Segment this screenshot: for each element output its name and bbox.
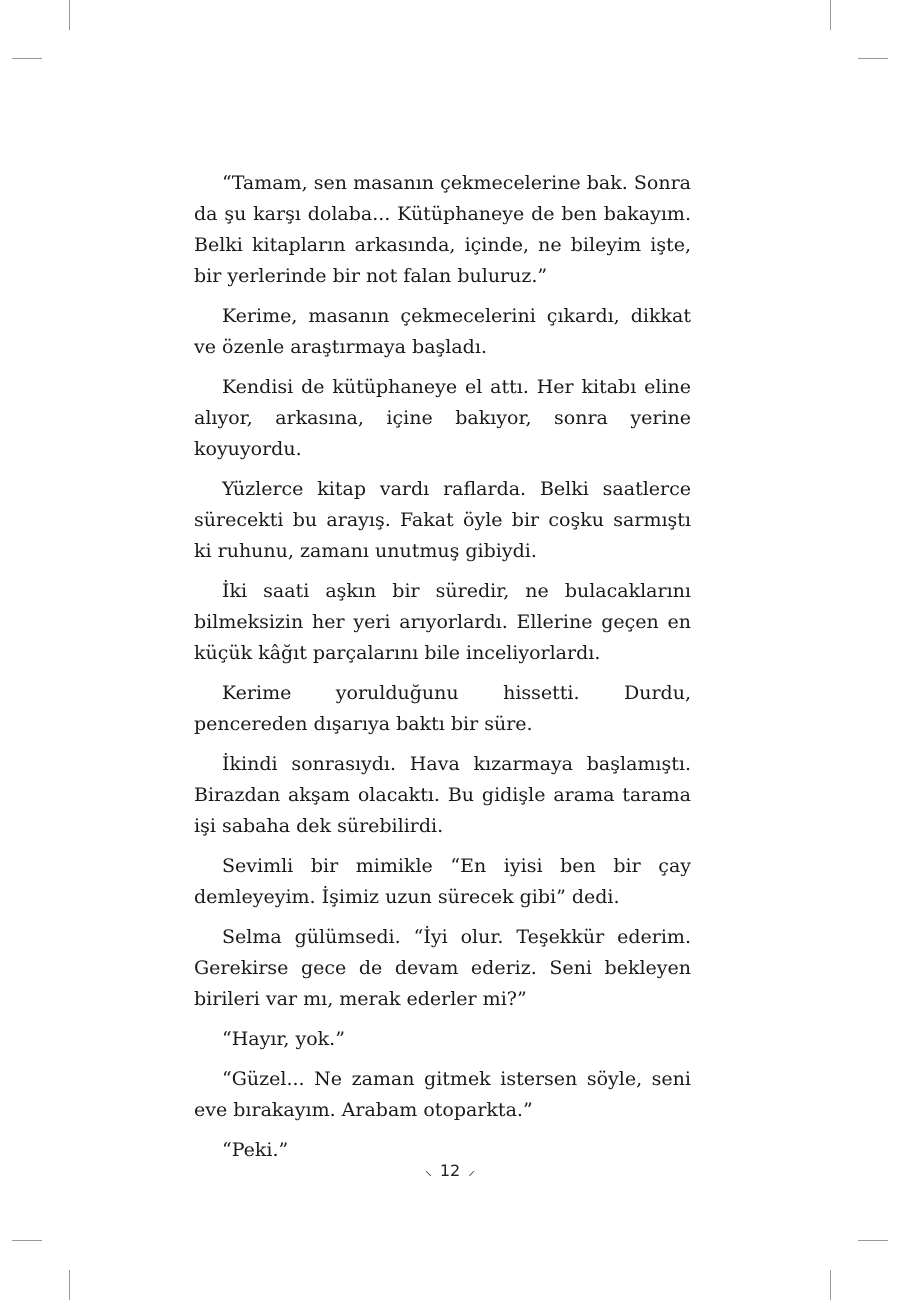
crop-mark-left-bottom: [12, 1240, 42, 1241]
paragraph: İkindi sonrasıydı. Hava kızarmaya başlamıştı. Birazdan akşam olacaktı. Bu gidişle arama tarama işi sabaha dek sürebilirdi.: [194, 753, 691, 837]
paragraph: “Hayır, yok.”: [222, 1028, 345, 1050]
paragraph: “Peki.”: [222, 1139, 289, 1161]
crop-mark-right-bottom: [858, 1240, 888, 1241]
crop-mark-top-right: [830, 0, 831, 30]
paragraph: Selma gülümsedi. “İyi olur. Teşekkür ederim. Gerekirse gece de devam ederiz. Seni bekleyen birileri var mı, merak ederler mi?”: [194, 926, 691, 1010]
page-number-footer: [0, 1160, 900, 1180]
paragraph: İki saati aşkın bir süredir, ne bulacaklarını bilmeksizin her yeri arıyorlardı. Ellerine geçen en küçük kâğıt parçalarını bile inceliyorlardı.: [194, 580, 691, 664]
folio-ornament-left-icon: ⸜: [424, 1163, 432, 1179]
crop-mark-right-top: [858, 58, 888, 59]
paragraph: “Tamam, sen masanın çekmecelerine bak. Sonra da şu karşı dolaba... Kütüphaneye de ben bakayım. Belki kitapların arkasında, içinde, ne bileyim işte, bir yerlerinde bir not falan buluruz.”: [194, 172, 691, 287]
crop-mark-bottom-right: [830, 1270, 831, 1300]
paragraph: Kendisi de kütüphaneye el attı. Her kitabı eline alıyor, arkasına, içine bakıyor, sonra yerine koyuyordu.: [194, 376, 691, 460]
body-text: [194, 168, 691, 1175]
paragraph: “Güzel... Ne zaman gitmek istersen söyle, seni eve bırakayım. Arabam otoparkta.”: [194, 1068, 691, 1121]
paragraph: Kerime, masanın çekmecelerini çıkardı, dikkat ve özenle araştırmaya başladı.: [194, 305, 691, 358]
paragraph: Yüzlerce kitap vardı raflarda. Belki saatlerce sürecekti bu arayış. Fakat öyle bir coşku sarmıştı ki ruhunu, zamanı unutmuş gibiydi.: [194, 478, 691, 562]
page-number: 12: [439, 1161, 461, 1180]
crop-mark-left-top: [12, 58, 42, 59]
paragraph: Sevimli bir mimikle “En iyisi ben bir çay demleyeyim. İşimiz uzun sürecek gibi” dedi.: [194, 855, 691, 908]
folio-ornament-right-icon: ⸝: [468, 1163, 476, 1179]
crop-mark-top-left: [69, 0, 70, 30]
paragraph: Kerime yorulduğunu hissetti. Durdu, pencereden dışarıya baktı bir süre.: [194, 682, 691, 735]
crop-mark-bottom-left: [69, 1270, 70, 1300]
